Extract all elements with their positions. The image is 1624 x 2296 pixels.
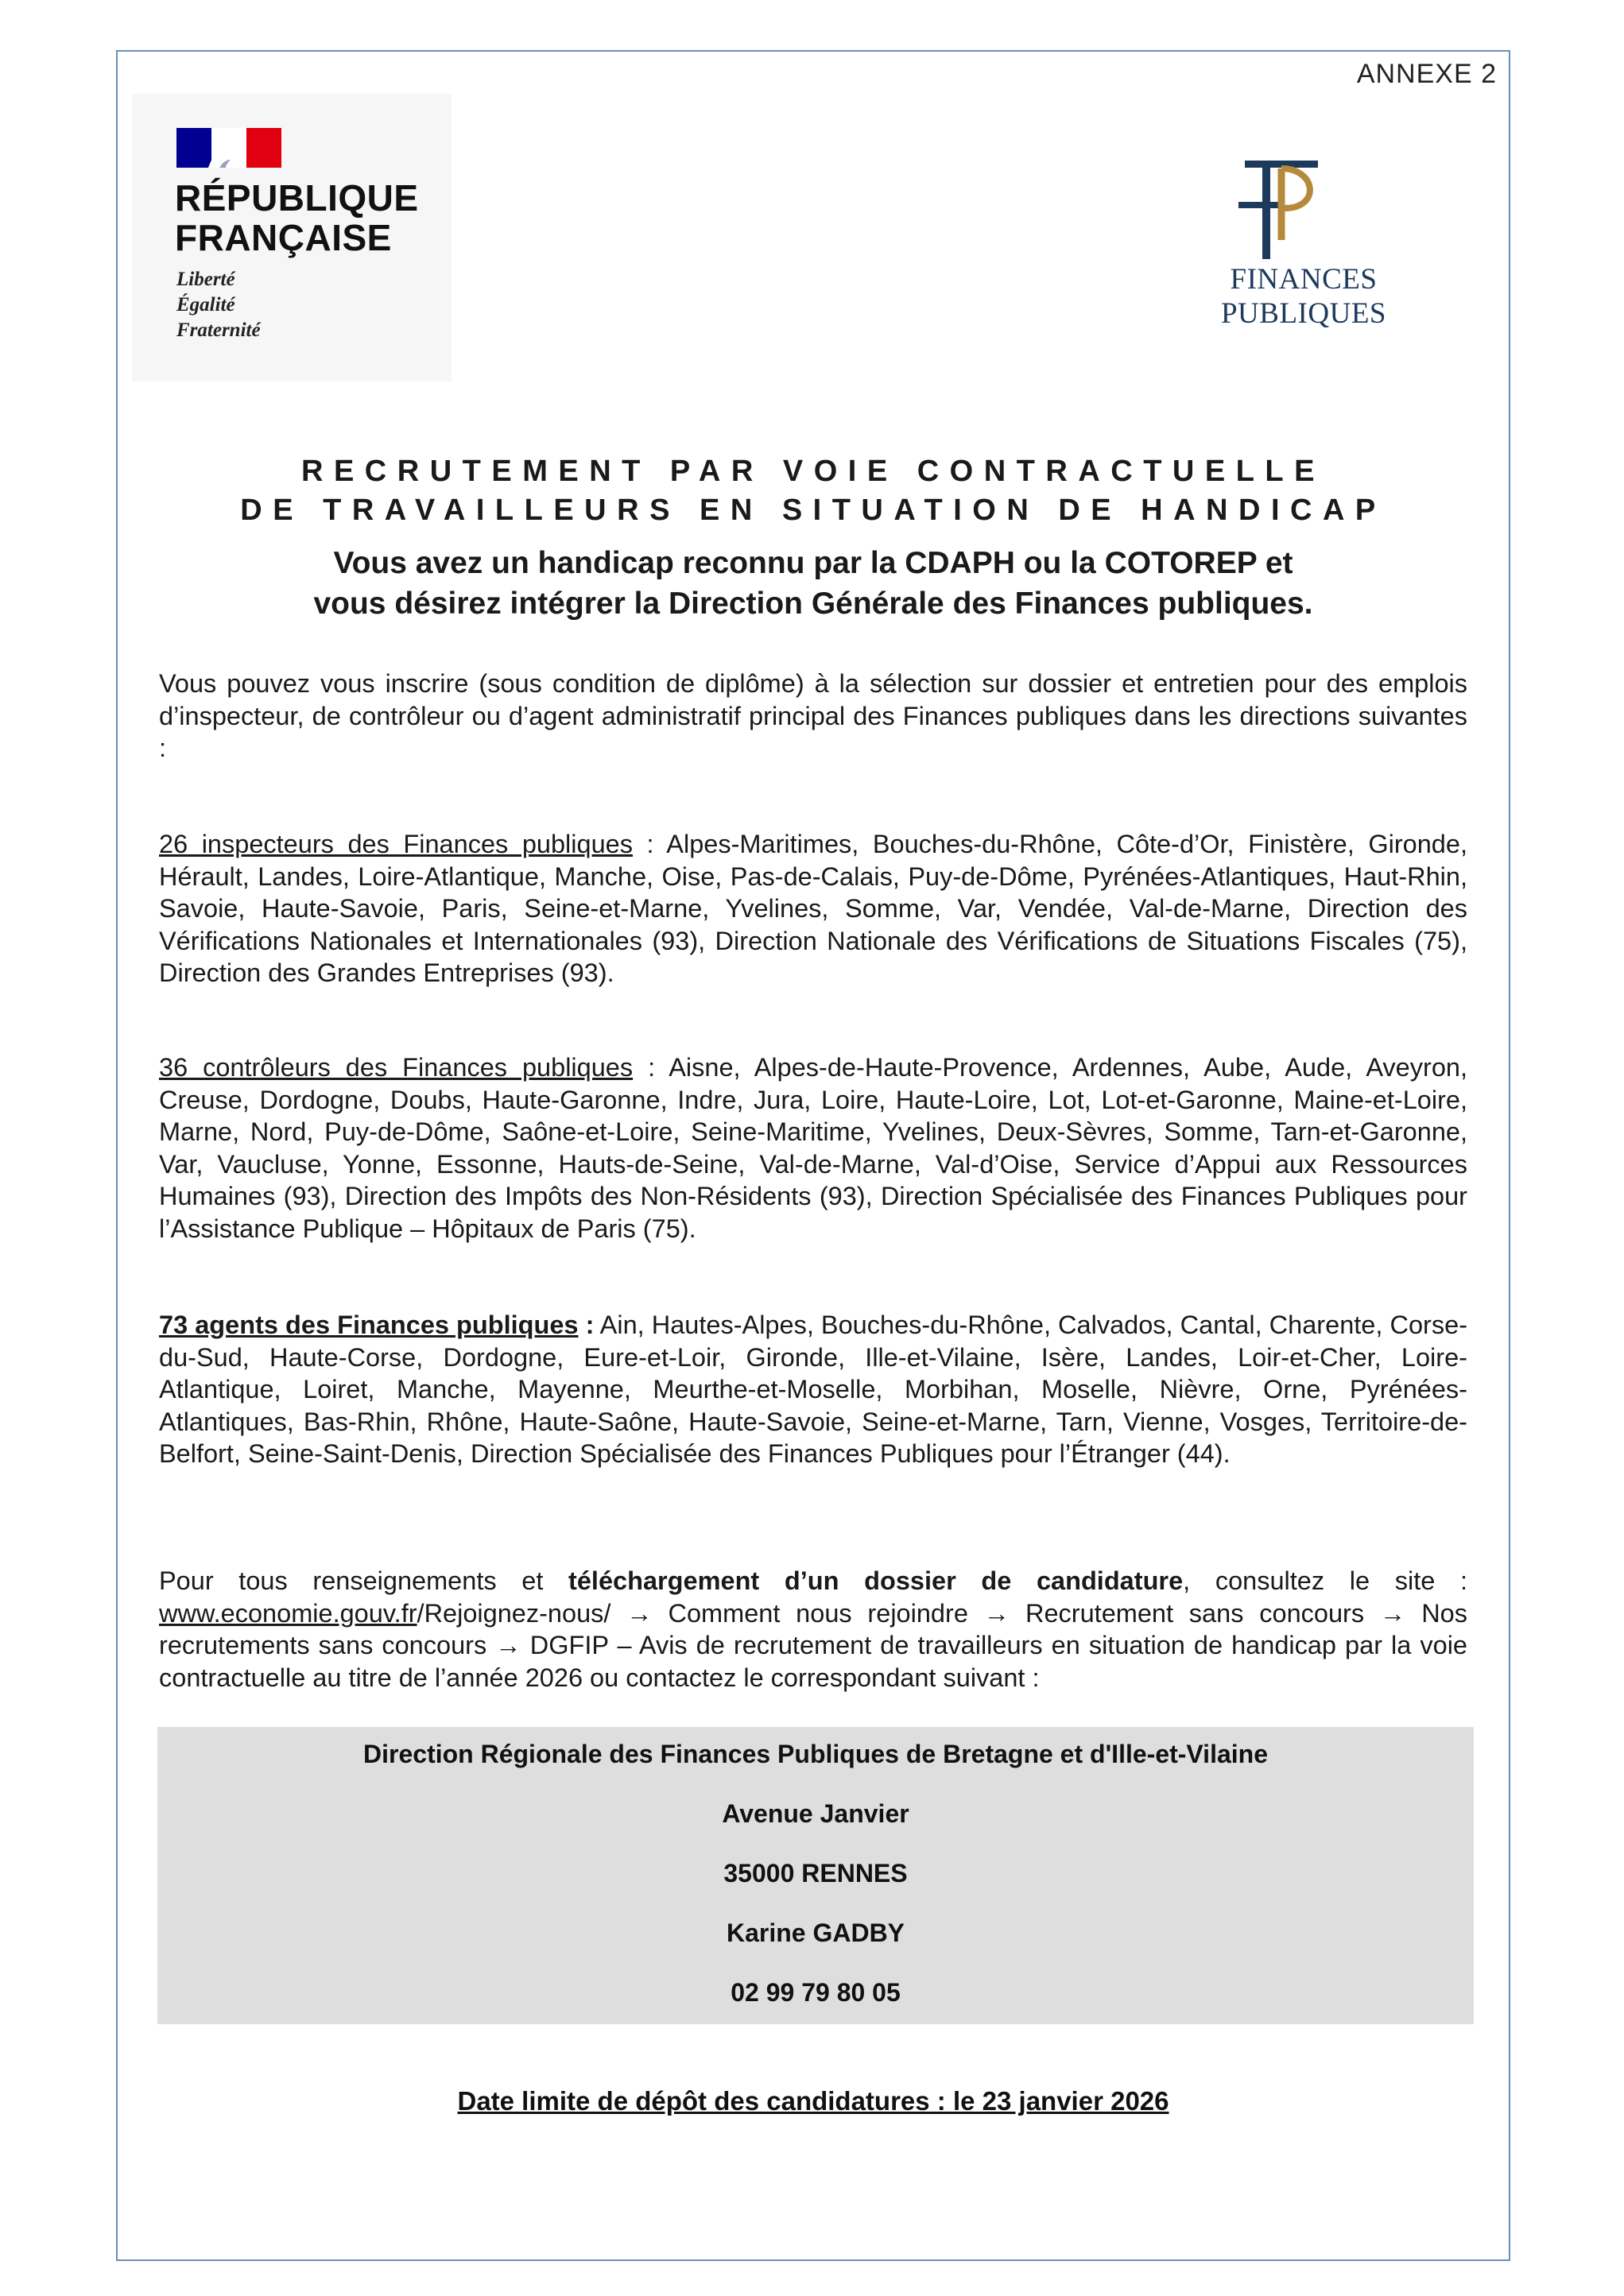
controleurs-paragraph: [159, 1051, 1467, 1245]
agents-heading: 73 agents des Finances publiques: [159, 1311, 579, 1339]
controleurs-heading: 36 contrôleurs des Finances publiques: [159, 1053, 634, 1082]
agents-list: Ain, Hautes-Alpes, Bouches-du-Rhône, Calvados, Cantal, Charente, Corse-du-Sud, Haute-Corse, Dordogne, Eure-et-Loir, Gironde, Ille-et-Vilaine, Isère, Landes, Loir-et-Cher, Loire-Atlantique, Loiret, Manche, Mayenne, Meurthe-et-Moselle, Morbihan, Moselle, Nièvre, Orne, Pyrénées-Atlantiques, Bas-Rhin, Rhône, Haute-Saône, Haute-Savoie, Seine-et-Marne, Tarn, Vienne, Vosges, Territoire-de-Belfort, Seine-Saint-Denis, Direction Spécialisée des Finances Publiques pour l’Étranger (44).: [159, 1311, 1467, 1468]
website-link[interactable]: www.economie.gouv.fr: [159, 1598, 417, 1628]
deadline: Date limite de dépôt des candidatures : le 23 janvier 2026: [457, 2086, 1169, 2116]
info-bold: téléchargement d’un dossier de candidature: [568, 1566, 1184, 1595]
rf-motto: Liberté Égalité Fraternité: [176, 269, 261, 341]
rf-title: RÉPUBLIQUE FRANÇAISE: [175, 177, 419, 258]
controleurs-list: : Aisne, Alpes-de-Haute-Provence, Ardennes, Aube, Aude, Aveyron, Creuse, Dordogne, Doubs, Haute-Garonne, Indre, Jura, Loire, Haute-Loire, Lot, Lot-et-Garonne, Maine-et-Loire, Marne, Nord, Puy-de-Dôme, Saône-et-Loire, Seine-Maritime, Yvelines, Deux-Sèvres, Somme, Tarn-et-Garonne, Var, Vaucluse, Yonne, Essonne, Hauts-de-Seine, Val-de-Marne, Val-d’Oise, Service d’Appui aux Ressources Humaines (93), Direction des Impôts des Non-Résidents (93), Direction Spécialisée des Finances Publiques pour l’Assistance Publique – Hôpitaux de Paris (75).: [159, 1053, 1467, 1243]
republique-francaise-logo: [132, 94, 452, 381]
info-prefix: Pour tous renseignements et: [159, 1566, 569, 1595]
contact-phone: 02 99 79 80 05: [731, 1978, 901, 2007]
intro-paragraph: Vous pouvez vous inscrire (sous condition de diplôme) à la sélection sur dossier et entretien pour des emplois d’inspecteur, de contrôleur ou d’agent administratif principal des Finances publiques dans les directions suivantes :: [159, 669, 1467, 762]
contact-box: [157, 1727, 1474, 2024]
agents-paragraph: [159, 1309, 1467, 1470]
finances-publiques-logo: [1145, 157, 1463, 330]
inspecteurs-list: : Alpes-Maritimes, Bouches-du-Rhône, Côte-d’Or, Finistère, Gironde, Hérault, Landes, Loire-Atlantique, Manche, Oise, Pas-de-Calais, Puy-de-Dôme, Pyrénées-Atlantiques, Haut-Rhin, Savoie, Haute-Savoie, Paris, Seine-et-Marne, Yvelines, Somme, Var, Vendée, Val-de-Marne, Direction des Vérifications Nationales et Internationales (93), Direction Nationale des Vérifications de Situations Fiscales (75), Direction des Grandes Entreprises (93).: [159, 830, 1467, 987]
title-line-2: DE TRAVAILLEURS EN SITUATION DE HANDICAP: [240, 494, 1386, 527]
subtitle-line-2: vous désirez intégrer la Direction Générale des Finances publiques.: [313, 587, 1313, 621]
fp-logo-text: FINANCES PUBLIQUES: [1220, 263, 1387, 330]
annex-label: ANNEXE 2: [1356, 59, 1497, 89]
contact-direction: Direction Régionale des Finances Publiques de Bretagne et d'Ille-et-Vilaine: [363, 1740, 1268, 1768]
inspecteurs-paragraph: [159, 828, 1467, 989]
info-paragraph: [159, 1565, 1467, 1694]
contact-name: Karine GADBY: [726, 1918, 905, 1947]
title-line-1: RECRUTEMENT PAR VOIE CONTRACTUELLE: [301, 455, 1325, 488]
subtitle-line-1: Vous avez un handicap reconnu par la CDAPH ou la COTOREP et: [333, 546, 1293, 580]
agents-colon: :: [578, 1311, 595, 1339]
contact-city: 35000 RENNES: [723, 1859, 908, 1888]
contact-street: Avenue Janvier: [722, 1799, 909, 1828]
marianne-flag-icon: [176, 128, 281, 168]
info-suffix: /Rejoignez-nous/ → Comment nous rejoindre → Recrutement sans concours → Nos recrutements sans concours → DGFIP – Avis de recrutement de travailleurs en situation de handicap par la voie contractuelle au titre de l’année 2026 ou contactez le correspondant suivant :: [159, 1598, 1467, 1692]
info-middle: , consultez le site :: [1183, 1566, 1467, 1595]
inspecteurs-heading: 26 inspecteurs des Finances publiques: [159, 830, 633, 858]
fp-monogram-icon: [1234, 157, 1331, 261]
